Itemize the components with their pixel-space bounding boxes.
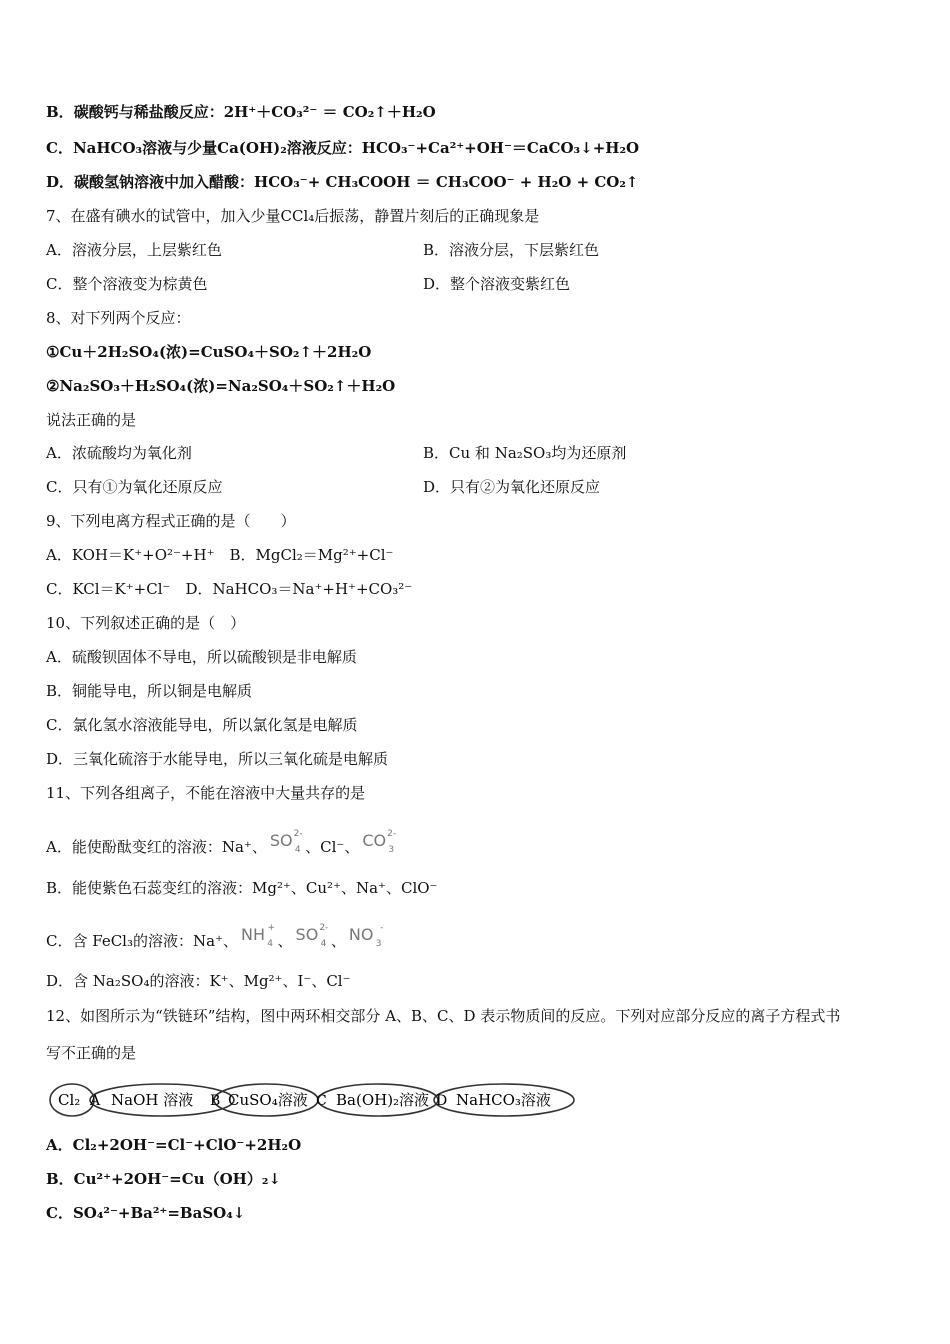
iron-chain-diagram — [48, 1080, 578, 1120]
joint-label-c: C — [316, 1093, 327, 1109]
q10-option-d: D．三氧化硫溶于水能导电，所以三氧化硫是电解质 — [46, 750, 389, 768]
q12-option-c: C．SO₄²⁻+Ba²⁺=BaSO₄↓ — [46, 1204, 246, 1222]
sulfate-ion: SO 4 2- — [269, 829, 303, 855]
q9-stem: 9、下列电离方程式正确的是（ ） — [46, 512, 296, 530]
q12-stem-line2: 写不正确的是 — [46, 1044, 137, 1062]
q7-options-cd — [46, 274, 906, 294]
q8-reaction-2: ②Na₂SO₃＋H₂SO₄(浓)=Na₂SO₄＋SO₂↑＋H₂O — [46, 377, 396, 395]
q10-option-a: A．硫酸钡固体不导电，所以硫酸钡是非电解质 — [46, 648, 357, 666]
nitrate-ion: NO 3 - — [348, 923, 384, 949]
q7-option-d: D．整个溶液变紫红色 — [423, 275, 571, 293]
q7-option-a: A．溶液分层，上层紫红色 — [46, 241, 222, 259]
sulfate-ion: SO 4 2- — [295, 923, 329, 949]
q8-option-a: A．浓硫酸均为氧化剂 — [46, 444, 192, 462]
q6-option-c: C．NaHCO₃溶液与少量Ca(OH)₂溶液反应：HCO₃⁻+Ca²⁺+OH⁻＝CaCO₃↓+H₂O — [46, 139, 640, 157]
q10-stem: 10、下列叙述正确的是（ ） — [46, 614, 246, 632]
joint-label-a: A — [90, 1093, 101, 1109]
q11-option-a: A．能使酚酞变红的溶液：Na⁺、 SO 4 2- 、Cl⁻、 CO 3 2- — [46, 829, 397, 856]
q9-options-cd: C．KCl＝K⁺+Cl⁻ D．NaHCO₃＝Na⁺+H⁺+CO₃²⁻ — [46, 580, 413, 598]
q6-option-d: D．碳酸氢钠溶液中加入醋酸：HCO₃⁻+ CH₃COOH ＝ CH₃COO⁻ + H₂O + CO₂↑ — [46, 173, 639, 191]
q10-option-b: B．铜能导电，所以铜是电解质 — [46, 682, 253, 700]
joint-label-b: B — [210, 1093, 221, 1109]
q8-stem: 8、对下列两个反应： — [46, 309, 191, 327]
q8-ask: 说法正确的是 — [46, 411, 137, 429]
q8-options-ab — [46, 443, 906, 463]
q11-option-c: C．含 FeCl₃的溶液：Na⁺、 NH 4 + 、 SO 4 2- 、 NO 3 - — [46, 923, 384, 950]
q7-stem: 7、在盛有碘水的试管中，加入少量CCl₄后振荡，静置片刻后的正确现象是 — [46, 207, 540, 225]
q8-option-c: C．只有①为氧化还原反应 — [46, 478, 223, 496]
ring-label-3: Ba(OH)₂溶液 — [336, 1091, 430, 1109]
q8-option-b: B．Cu 和 Na₂SO₃均为还原剂 — [423, 444, 627, 462]
ring-label-1: NaOH 溶液 — [111, 1091, 194, 1109]
q12-option-b: B．Cu²⁺+2OH⁻=Cu（OH）₂↓ — [46, 1170, 281, 1188]
q9-options-ab: A．KOH＝K⁺+O²⁻+H⁺ B．MgCl₂＝Mg²⁺+Cl⁻ — [46, 546, 394, 564]
q6-option-b: B．碳酸钙与稀盐酸反应：2H⁺＋CO₃²⁻ ＝ CO₂↑＋H₂O — [46, 103, 436, 121]
q7-option-b: B．溶液分层，下层紫红色 — [423, 241, 600, 259]
q10-option-c: C．氯化氢水溶液能导电，所以氯化氢是电解质 — [46, 716, 358, 734]
q8-reaction-1: ①Cu＋2H₂SO₄(浓)=CuSO₄＋SO₂↑＋2H₂O — [46, 343, 372, 361]
ring-label-4: NaHCO₃溶液 — [456, 1091, 551, 1109]
ring-label-2: CuSO₄溶液 — [228, 1091, 308, 1109]
q11-option-d: D．含 Na₂SO₄的溶液：K⁺、Mg²⁺、I⁻、Cl⁻ — [46, 972, 351, 990]
q11-stem: 11、下列各组离子，不能在溶液中大量共存的是 — [46, 784, 366, 802]
carbonate-ion: CO 3 2- — [362, 829, 397, 855]
q8-option-d: D．只有②为氧化还原反应 — [423, 478, 601, 496]
q7-option-c: C．整个溶液变为棕黄色 — [46, 275, 208, 293]
q12-stem-line1: 12、如图所示为“铁链环”结构，图中两环相交部分 A、B、C、D 表示物质间的反应。下列对应部分反应的离子方程式书 — [46, 1007, 841, 1025]
ammonium-ion: NH 4 + — [240, 923, 275, 949]
q7-options-ab — [46, 240, 906, 260]
joint-label-d: D — [436, 1093, 448, 1109]
q12-option-a: A．Cl₂+2OH⁻=Cl⁻+ClO⁻+2H₂O — [46, 1136, 302, 1154]
q8-options-cd — [46, 477, 906, 497]
q11-option-b: B．能使紫色石蕊变红的溶液：Mg²⁺、Cu²⁺、Na⁺、ClO⁻ — [46, 879, 438, 897]
ring-label-0: Cl₂ — [58, 1091, 81, 1109]
